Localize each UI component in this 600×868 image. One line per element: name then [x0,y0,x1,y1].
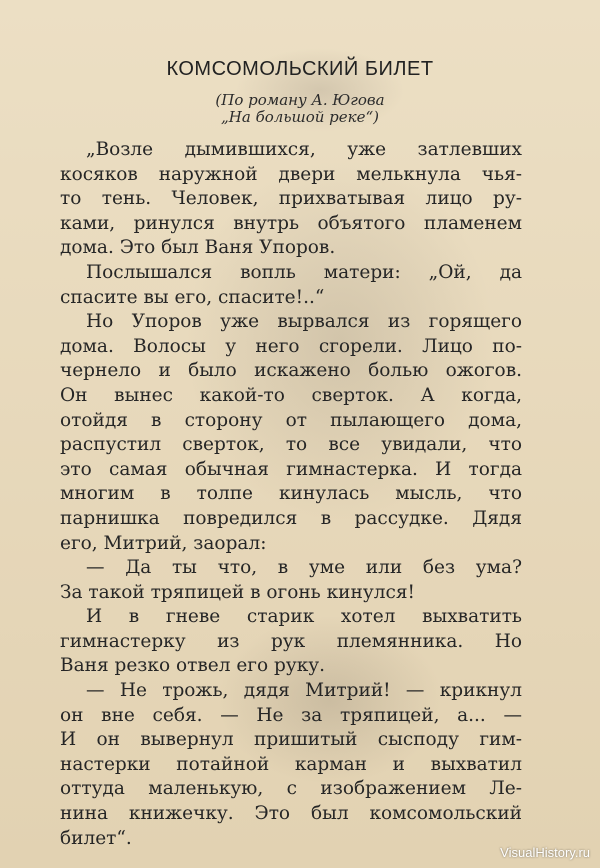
text-line: спасите вы его, спасите!..“ [60,286,325,308]
subtitle-line-2: „На большой реке“) [221,108,379,126]
text-line: — Не трожь, дядя Митрий! — крикнул [86,680,522,702]
text-line: Он вынес какой-то сверток. А когда, [60,384,522,406]
text-line: — Да ты что, в уме или без ума? [86,557,522,579]
text-line: парнишка повредился в рассудке. Дядя [60,507,522,529]
text-line: ками, ринулся внутрь объятого пламенем [60,212,522,234]
text-line: то тень. Человек, прихватывая лицо ру- [60,188,522,210]
subtitle-line-1: (По роману А. Югова [215,91,385,109]
text-line: настерки потайной карман и выхватил [60,753,522,775]
story-text [60,138,522,851]
text-line: нина книжечку. Это был комсомольский [60,803,522,825]
watermark: VisualHistory.ru [500,845,590,860]
text-line: И в гневе старик хотел выхватить [86,606,522,628]
text-line: И он вывернул пришитый сысподу гим- [60,729,522,751]
text-line: дома. Это был Ваня Упоров. [60,237,336,259]
text-line: косяков наружной двери мелькнула чья- [60,163,522,185]
text-line: Послышался вопль матери: „Ой, да [86,261,522,283]
text-line: многим в толпе кинулась мысль, что [60,483,522,505]
text-line: Ваня резко отвел его руку. [60,655,326,677]
text-line: За такой тряпицей в огонь кинулся! [60,581,415,603]
text-line: Но Упоров уже вырвался из горящего [86,311,522,333]
text-line: это самая обычная гимнастерка. И тогда [60,458,522,480]
text-line: „Возле дымившихся, уже затлевших [86,139,522,160]
text-line: он вне себя. — Не за тряпицей, а... — [60,704,522,726]
text-line: гимнастерку из рук племянника. Но [60,630,522,652]
text-line: чернело и было искажено болью ожогов. [60,360,522,382]
text-line: распустил сверток, то все увидали, что [60,434,522,456]
page-title: КОМСОМОЛЬСКИЙ БИЛЕТ [166,58,434,80]
source-attribution [0,92,600,126]
text-line: билет“. [60,827,132,849]
text-line: отойдя в сторону от пылающего дома, [60,409,522,431]
text-line: дома. Волосы у него сгорели. Лицо по- [60,335,522,357]
text-line: его, Митрий, заорал: [60,532,267,554]
text-line: оттуда маленькую, с изображением Ле- [60,778,522,800]
